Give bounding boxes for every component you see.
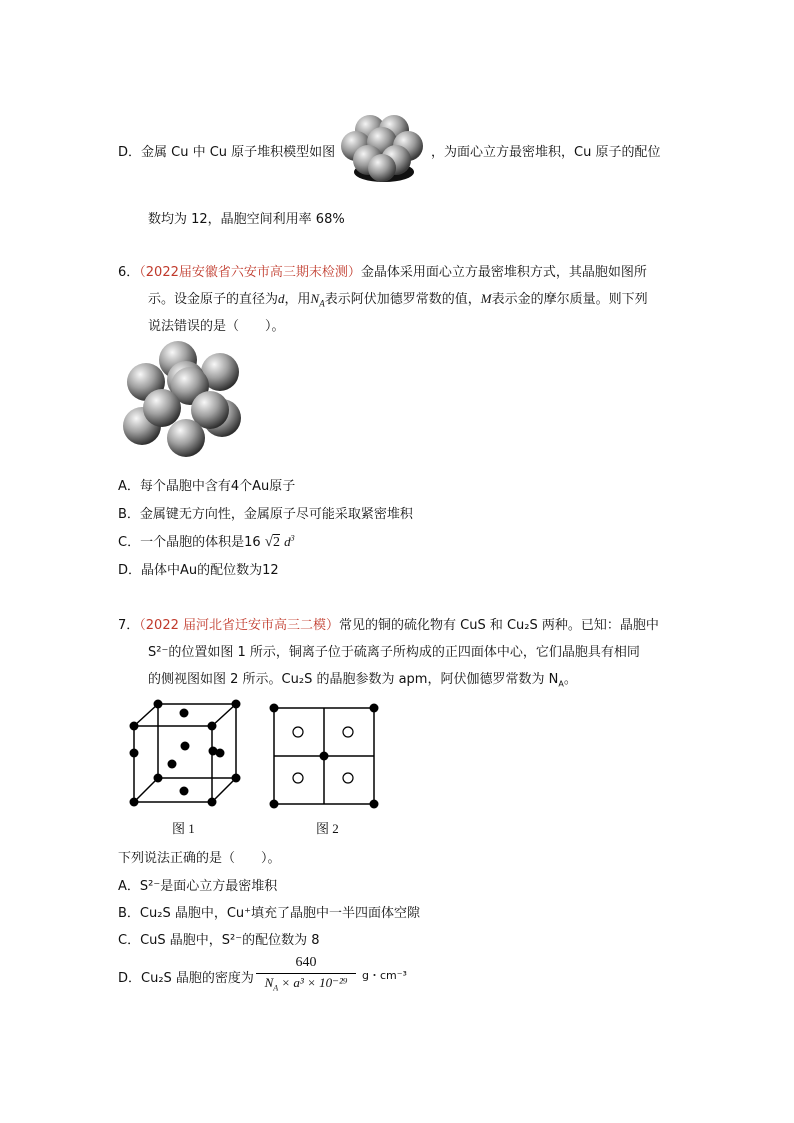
figure-1-caption: 图 1 [172,821,195,836]
den-rest: × a³ × 10⁻²⁹ [278,975,348,990]
sqrt-sign: √ [264,534,273,550]
cu-atom-stacking-model-image [336,112,432,186]
q7-line3 [148,668,577,689]
fraction-bar [256,973,356,974]
q7-stem1: 常见的铜的硫化物有 CuS 和 Cu₂S 两种。已知：晶胞中 [339,618,659,633]
density-fraction [256,954,356,997]
q6-number: 6． [118,265,140,280]
q6-option-c [118,531,295,551]
figure-2-caption: 图 2 [316,821,339,836]
q7-line1 [118,614,659,633]
sqrt-radicand: 2 [273,535,280,550]
var-na: N [310,291,320,306]
var-na-sub: A [319,298,325,309]
fraction-numerator: 640 [295,955,317,970]
q6-option-d: D．晶体中Au的配位数为12 [118,563,279,578]
q6-stem2-b: ，用 [284,292,311,307]
q5-option-d-suffix: ，为面心立方最密堆积，Cu 原子的配位 [431,145,661,160]
den-na: N [264,975,274,990]
q5-option-d-line2: 数均为 12，晶胞空间利用率 68% [148,212,345,227]
option-c-d: d [284,534,291,549]
den-na-sub: A [273,983,279,993]
q6-stem2-c: 表示阿伏加德罗常数的值， [324,292,481,307]
q7-number: 7． [118,618,140,633]
q5-option-d-line1 [118,141,335,160]
fraction-denominator [256,975,356,997]
q7-stem3-end: 。 [563,672,577,687]
q7-option-d-unit: g・cm⁻³ [362,969,407,982]
var-d: d [278,291,285,306]
q6-stem2-d: 表示金的摩尔质量。则下列 [491,292,648,307]
q7-line2: S²⁻的位置如图 1 所示，铜离子位于硫离子所构成的正四面体中心，它们晶胞具有相同 [148,645,640,660]
q6-line1 [118,261,647,280]
q7-option-b: B．Cu₂S 晶胞中，Cu⁺填充了晶胞中一半四面体空隙 [118,906,421,921]
q7-option-d-text: D．Cu₂S 晶胞的密度为 [118,971,254,986]
var-m: M [480,291,492,306]
q6-line2 [148,288,648,309]
option-c-exp: 3 [290,533,295,543]
q7-source: （2022 届河北省迁安市高三二模） [139,618,339,633]
gold-unit-cell-image [120,340,245,460]
figure-1-cube-diagram [126,698,241,808]
q7-option-c: C．CuS 晶胞中，S²⁻的配位数为 8 [118,933,320,948]
q7-stem3: 的侧视图如图 2 所示。Cu₂S 的晶胞参数为 apm，阿伏伽德罗常数为 N [148,672,559,687]
q7-line4: 下列说法正确的是（ ）。 [118,851,281,866]
figure-2-side-view-diagram [270,704,380,808]
q6-stem2-a: 示。设金原子的直径为 [148,292,279,307]
q7-option-a: A．S²⁻是面心立方最密堆积 [118,879,278,894]
q7-stem3-sub: A [558,679,564,689]
q5-option-d-prefix: D．金属 Cu 中 Cu 原子堆积模型如图 [118,145,336,160]
q6-option-c-text: C．一个晶胞的体积是16 [118,535,261,550]
q6-line3: 说法错误的是（ ）。 [148,319,285,334]
q6-stem1: 金晶体采用面心立方最密堆积方式，其晶胞如图所 [360,265,647,280]
q6-option-b: B．金属键无方向性，金属原子尽可能采取紧密堆积 [118,507,413,522]
q6-source: （2022届安徽省六安市高三期末检测） [139,265,361,280]
q6-option-a: A．每个晶胞中含有4个Au原子 [118,479,296,494]
q7-option-d [118,967,254,986]
